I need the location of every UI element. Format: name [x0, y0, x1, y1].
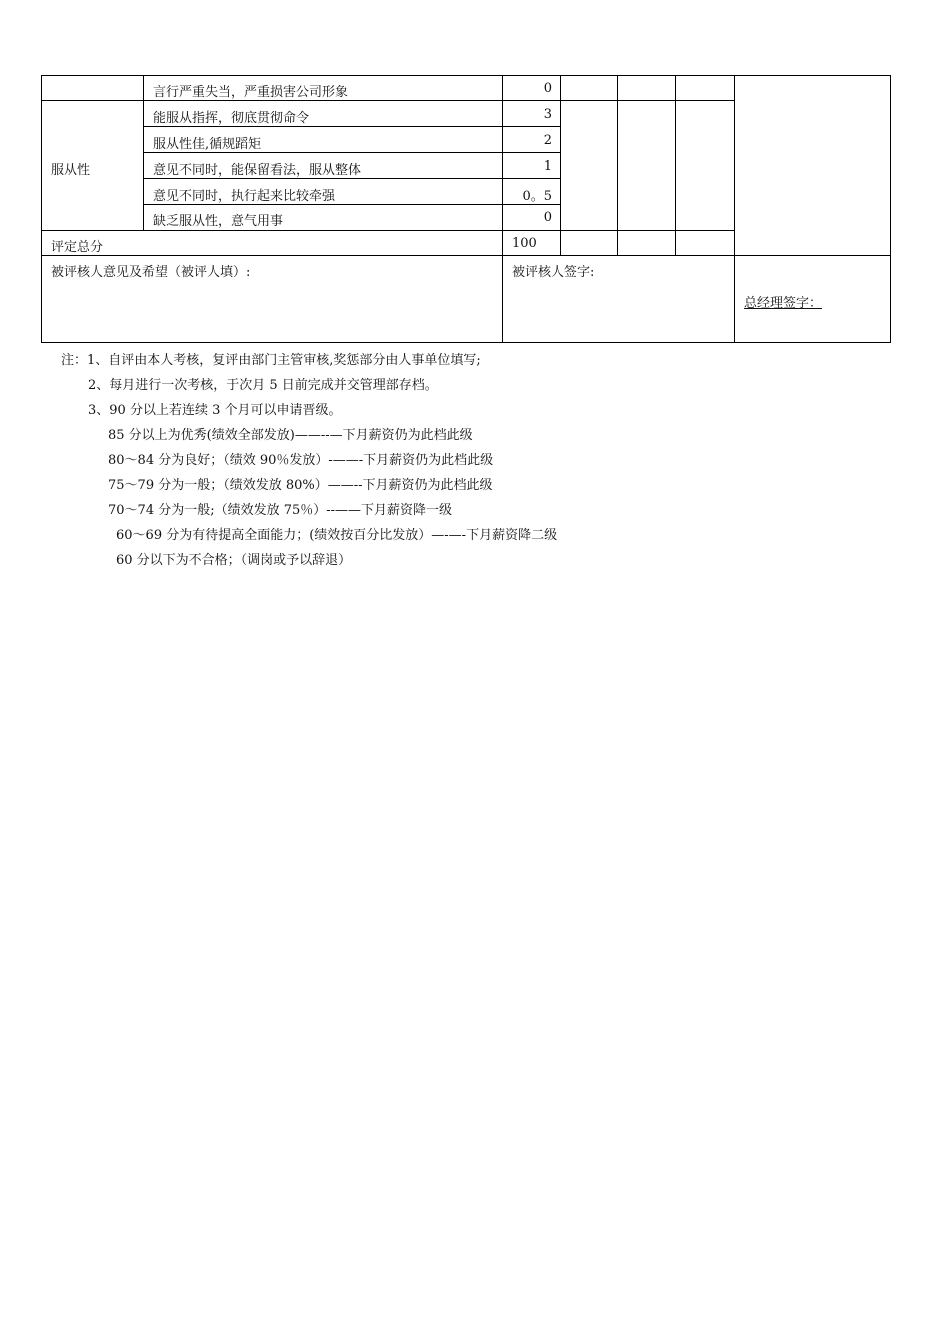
note-line: 85 分以上为优秀(绩效全部发放)——--—下月薪资仍为此档此级	[108, 428, 473, 443]
note-line: 60 分以下为不合格；（调岗或予以辞退）	[116, 553, 352, 568]
criterion-text: 缺乏服从性，意气用事	[153, 214, 284, 229]
row-divider	[41, 230, 735, 231]
note-line: 60～69 分为有待提高全面能力；(绩效按百分比发放）—-—-下月薪资降二级	[116, 528, 558, 543]
table-border-bottom	[41, 342, 891, 343]
evaluation-table	[41, 75, 891, 343]
col-divider	[675, 75, 676, 256]
score-value: 0	[543, 81, 552, 96]
row-divider	[143, 126, 560, 127]
col-divider	[502, 75, 503, 343]
table-border-left	[41, 75, 42, 343]
score-value: 1	[543, 159, 552, 174]
note-line: 2、每月进行一次考核，于次月 5 日前完成并交管理部存档。	[88, 378, 438, 393]
criterion-text: 意见不同时，执行起来比较牵强	[153, 189, 336, 204]
criterion-text: 服从性佳,循规蹈矩	[153, 137, 262, 152]
table-border-right	[890, 75, 891, 343]
score-value: 0	[543, 210, 552, 225]
note-line: 75～79 分为一般；（绩效发放 80%）——--下月薪资仍为此档此级	[108, 478, 493, 493]
row-divider	[143, 178, 560, 179]
score-value: 2	[543, 133, 552, 148]
score-value: 0。5	[522, 189, 552, 204]
row-divider	[41, 255, 891, 256]
note-line: 80～84 分为良好；（绩效 90％发放）-——-下月薪资仍为此档此级	[108, 453, 494, 468]
table-border-top	[41, 75, 891, 76]
criterion-text: 言行严重失当，严重损害公司形象	[153, 85, 349, 100]
note-line: 70～74 分为一般;（绩效发放 75％）--——下月薪资降一级	[108, 503, 453, 518]
col-divider	[560, 75, 561, 256]
col-divider	[143, 75, 144, 231]
total-label: 评定总分	[51, 240, 104, 255]
opinion-label: 被评核人意见及希望（被评人填）:	[51, 265, 251, 280]
criterion-text: 意见不同时，能保留看法，服从整体	[153, 163, 362, 178]
note-line: 注：1、自评由本人考核，复评由部门主管审核,奖惩部分由人事单位填写;	[61, 353, 481, 368]
score-value: 3	[543, 107, 552, 122]
signature-label: 被评核人签字:	[512, 265, 595, 280]
category-label: 服从性	[51, 163, 91, 178]
col-divider	[617, 75, 618, 256]
row-divider	[143, 204, 560, 205]
col-divider	[734, 75, 735, 343]
total-value: 100	[512, 236, 537, 251]
criterion-text: 能服从指挥，彻底贯彻命令	[153, 111, 310, 126]
note-line: 3、90 分以上若连续 3 个月可以申请晋级。	[88, 403, 342, 418]
row-divider	[41, 100, 735, 101]
row-divider	[143, 152, 560, 153]
manager-signature-label: 总经理签字：	[744, 296, 823, 311]
